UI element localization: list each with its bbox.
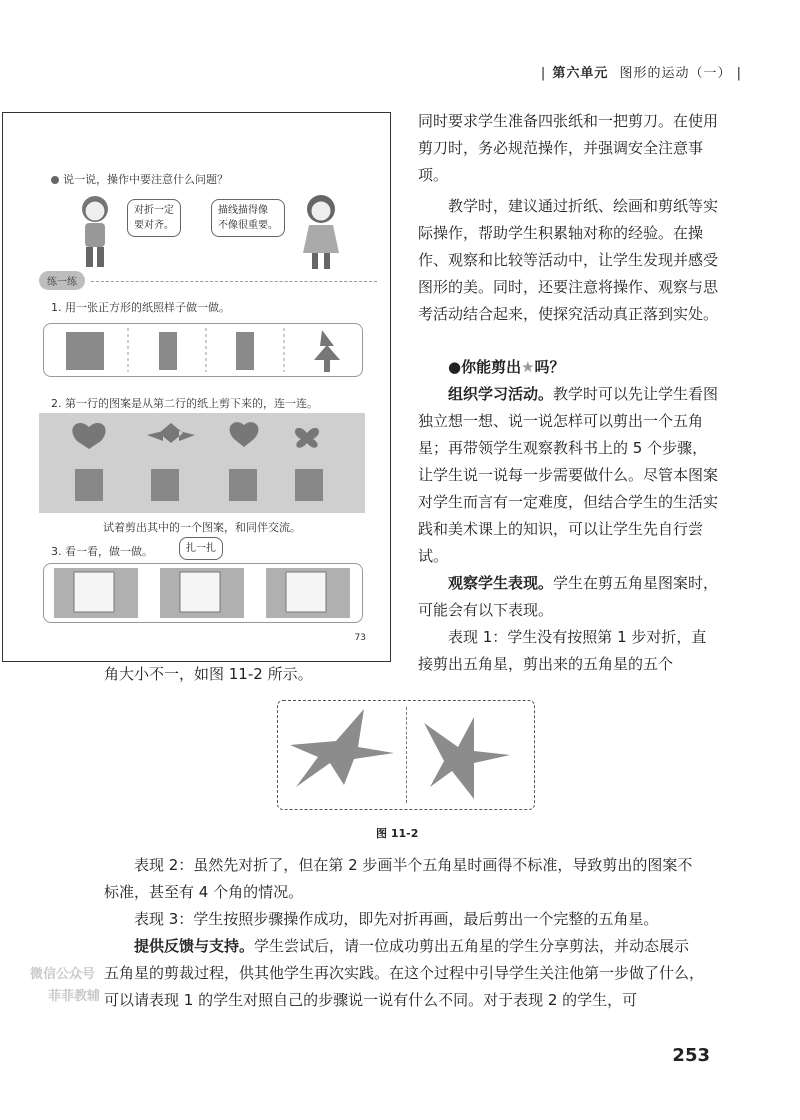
cutout-patterns (39, 413, 365, 513)
practice-divider (91, 281, 377, 282)
watermark: 微信公众号 菲菲教辅 (30, 967, 101, 1004)
boy-figure-icon (75, 193, 115, 273)
exercise-3-bubble: 扎一扎 (179, 537, 223, 560)
practice-tag: 练一练 (39, 271, 85, 290)
paragraph: 同时要求学生准备四张纸和一把剪刀。在使用剪刀时，务必规范操作，并强调安全注意事项。 (418, 112, 719, 184)
exercise-3-strip (43, 563, 363, 623)
paragraph: 观察学生表现。学生在剪五角星图案时，可能会有以下表现。 (418, 574, 719, 619)
paragraph: 提供反馈与支持。学生尝试后，请一位成功剪出五角星的学生分享剪法，并动态展示五角星的剪裁过程，供其他学生再次实践。在这个过程中引导学生关注他第一步做了什么，可以请表现 1 的学生对照自己的步骤说一说有什么不同。对于表现 2 的学生，可 (104, 937, 705, 1009)
exercise-1-strip (43, 323, 363, 377)
lower-text (104, 852, 704, 1014)
girl-figure-icon (299, 193, 343, 273)
bullet-icon (51, 176, 59, 184)
figure-caption: 图 11-2 (376, 827, 419, 840)
exercise-2-band (39, 413, 365, 513)
exercise-1: 1. 用一张正方形的纸照样子做一做。 (51, 301, 230, 314)
textbook-page-inset (2, 112, 391, 662)
section-heading: ●你能剪出★吗？ (448, 358, 565, 376)
right-column-text (418, 108, 720, 678)
discussion-question: 说一说，操作中要注意什么问题？ (51, 171, 228, 187)
paragraph: 教学时，建议通过折纸、绘画和剪纸等实际操作，帮助学生积累轴对称的经验。在操作、观察和比较等活动中，让学生发现并感受图形的美。同时，还要注意将操作、观察与思考活动结合起来，使探究活动真正落到实处。 (418, 197, 719, 323)
bubble-left: 对折一定 要对齐。 (127, 199, 181, 237)
paragraph: 组织学习活动。教学时可以先让学生看图独立想一想、说一说怎样可以剪出一个五角星；再带领学生观察教科书上的 5 个步骤，让学生说一说每一步需要做什么。尽管本图案对学生而言有一定难度，但结合学生的生活实践和美术课上的知识，可以让学生先自行尝试。 (418, 385, 719, 565)
irregular-stars (278, 701, 534, 809)
exercise-2: 2. 第一行的图案是从第二行的纸上剪下来的，连一连。 (51, 397, 318, 410)
running-header: | 第六单元 图形的运动（一） | (540, 66, 742, 81)
figure-11-2 (277, 700, 535, 810)
exercise-2-note: 试着剪出其中的一个图案，和同伴交流。 (103, 521, 301, 534)
inset-page-number: 73 (354, 633, 366, 643)
star-cutting-steps (44, 564, 362, 622)
bubble-right: 描线描得像 不像很重要。 (211, 199, 285, 237)
page-number: 253 (672, 1045, 710, 1066)
unit-label: 第六单元 (552, 66, 609, 81)
paragraph: 表现 1：学生没有按照第 1 步对折，直接剪出五角星，剪出来的五角星的五个 (418, 628, 707, 673)
star-icon: ★ (521, 358, 535, 376)
paragraph-continuation: 角大小不一，如图 11-2 所示。 (104, 665, 313, 683)
folding-steps-illustration (44, 324, 362, 376)
exercise-3: 3. 看一看，做一做。 (51, 545, 153, 558)
paragraph: 表现 2：虽然先对折了，但在第 2 步画半个五角星时画得不标准，导致剪出的图案不标准，甚至有 4 个角的情况。 (104, 856, 693, 901)
paragraph: 表现 3：学生按照步骤操作成功，即先对折再画，最后剪出一个完整的五角星。 (134, 910, 659, 928)
unit-title: 图形的运动（一） (619, 66, 732, 81)
